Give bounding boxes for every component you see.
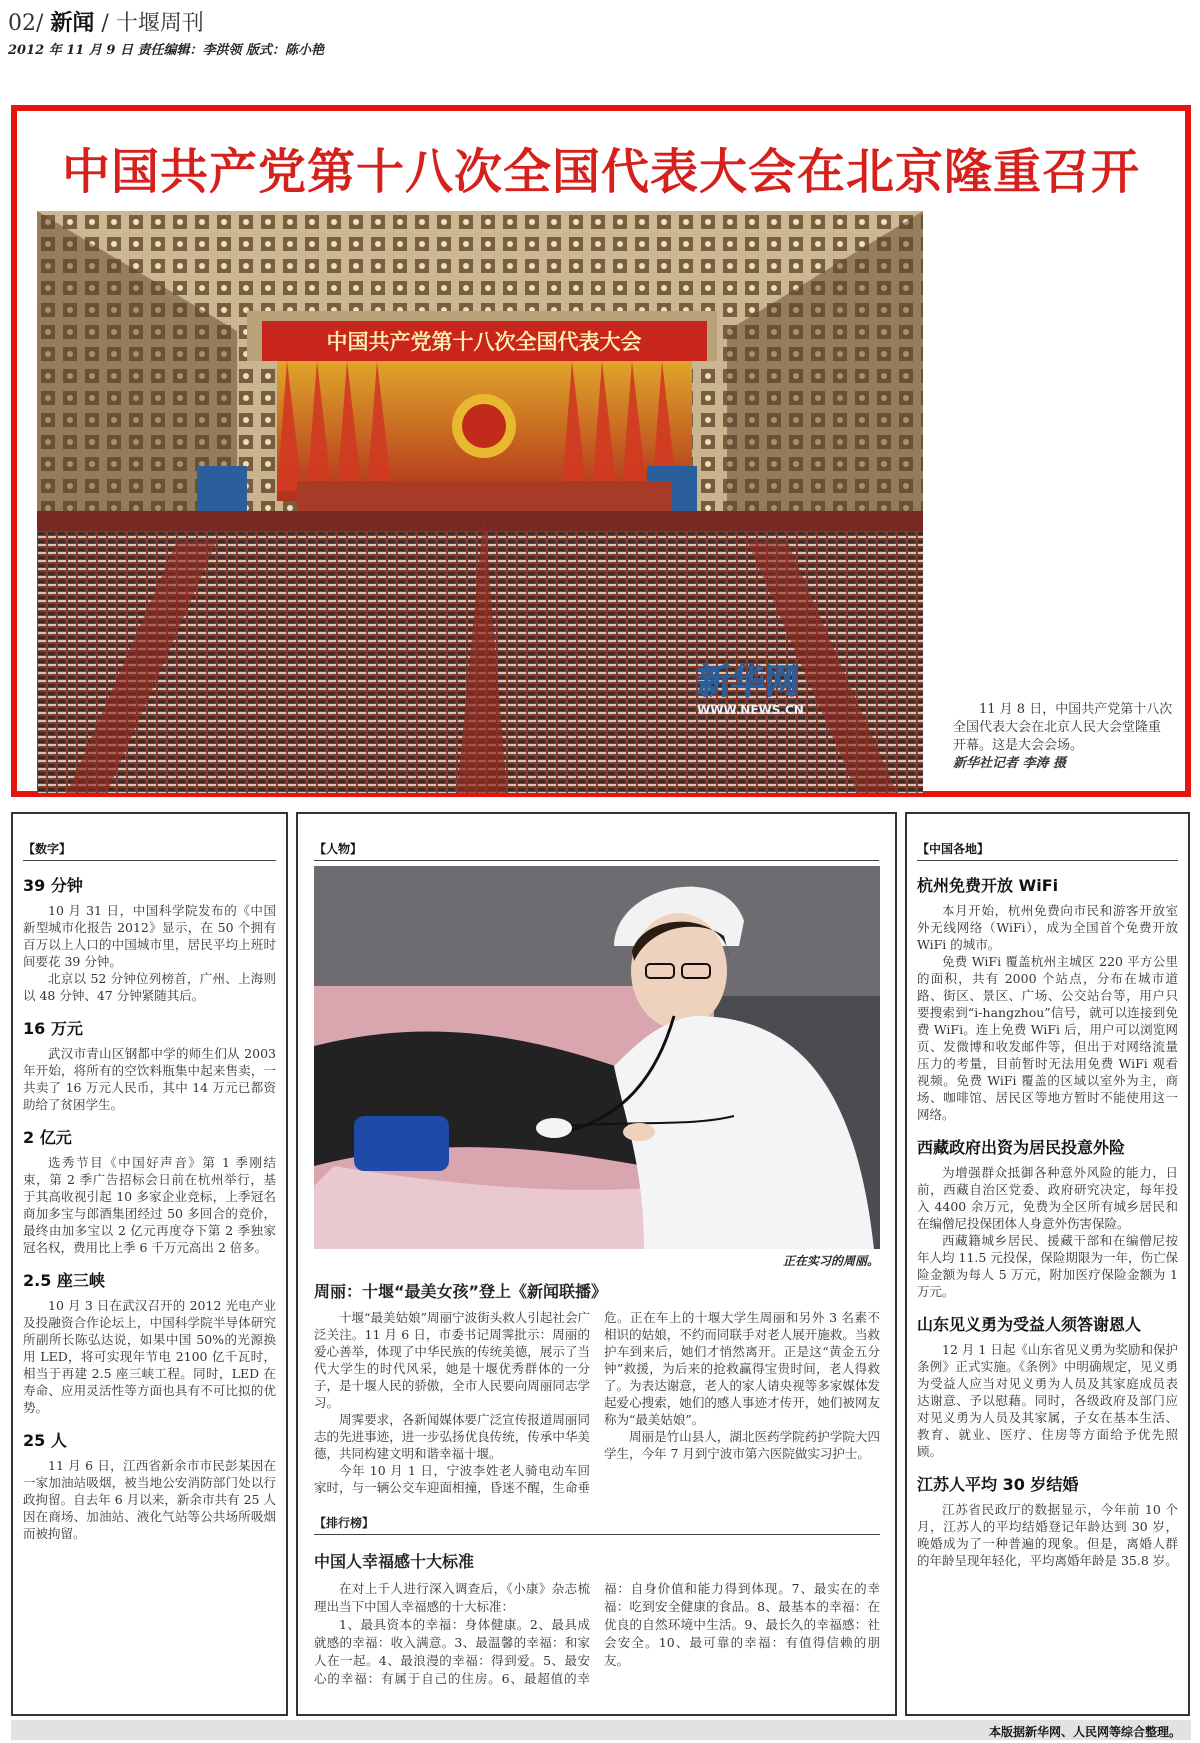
- region-paragraph: 为增强群众抵御各种意外风险的能力，日前，西藏自治区党委、政府研究决定，每年投入 4400 余万元，免费为全区所有城乡居民和在编僧尼投保团体人身意外伤害保险。: [917, 1165, 1178, 1231]
- region-paragraph: 江苏省民政厅的数据显示，今年前 10 个月，江苏人的平均结婚登记年龄达到 30 岁，晚婚成为了一种普遍的现象。但是，离婚人群的年龄呈现年轻化，平均离婚年龄是 35.8 岁。: [917, 1502, 1178, 1568]
- page-footer: 本版据新华网、人民网等综合整理。: [11, 1720, 1191, 1740]
- region-heading: 西藏政府出资为居民投意外险: [917, 1138, 1126, 1157]
- nurse-illustration: [314, 866, 880, 1249]
- paper-name: 十堰周刊: [115, 11, 204, 36]
- region-paragraph: 本月开始，杭州免费向市民和游客开放室外无线网络（WiFi），成为全国首个免费开放 WiFi 的城市。: [917, 903, 1178, 952]
- number-paragraph: 选秀节目《中国好声音》第 1 季刚结束，第 2 季广告招标会日前在杭州举行，基于其高收视引起 10 多家企业竞标，上季冠名商加多宝与郎酒集团经过 50 多回合的竞价，最终由加多宝以 2 亿元再度夺下第 2 季独家冠名权，费用比上季 6 千万元高出 2 倍多。: [23, 1155, 276, 1255]
- ranking-headline: 中国人幸福感十大标准: [314, 1552, 475, 1571]
- xinhua-logo-text: 新华网: [697, 662, 799, 702]
- section-name: 新闻: [50, 11, 95, 36]
- congress-hall-photo: [37, 211, 923, 793]
- ranking-tag: 【排行榜】: [314, 1514, 880, 1535]
- header-line: [8, 6, 1192, 37]
- number-heading: 2.5 座三峡: [23, 1271, 105, 1290]
- people-paragraph: 十堰“最美姑娘”周丽宁波街头救人引起社会广泛关注。11 月 6 日，市委书记周霁批示：周丽的爱心善举，体现了中华民族的传统美德，展示了当代大学生的时代风采，她是十堰优秀群体的一分子，是十堰人民的骄傲，全市人民要向周丽同志学习。: [314, 1310, 590, 1410]
- stage-banner-text: 中国共产党第十八次全国代表大会: [326, 330, 642, 354]
- people-paragraph: 周丽是竹山县人，湖北医药学院药护学院大四学生，今年 7 月到宁波市第六医院做实习护士。: [604, 1429, 880, 1461]
- ranking-paragraph: 1、最具资本的幸福：身体健康。2、最具成就感的幸福：收入满意。3、最温馨的幸福：和家人在一起。4、最浪漫的幸福：得到爱。5、最安心的幸福：有属于自己的住房。6、最超值的幸福：自身价值和能力得到体现。7、最实在的幸福：吃到安全健康的食品。8、最基本的幸福：在优良的自然环境中生活。9、最长久的幸福感：社会安全。10、最可靠的幸福：有值得信赖的朋友。: [314, 1581, 880, 1686]
- people-headline: 周丽：十堰“最美女孩”登上《新闻联播》: [314, 1282, 608, 1301]
- region-paragraph: 西藏籍城乡居民、援藏干部和在编僧尼按年人均 11.5 元投保，保险期限为一年，伤亡保险金额为每人 5 万元，附加医疗保险金额为 1 万元。: [917, 1233, 1178, 1299]
- region-heading: 杭州免费开放 WiFi: [917, 876, 1059, 895]
- number-heading: 16 万元: [23, 1019, 83, 1038]
- ranking-body: [314, 1580, 880, 1688]
- blood-pressure-cuff: [354, 1116, 449, 1171]
- number-paragraph: 北京以 52 分钟位列榜首，广州、上海则以 48 分钟、47 分钟紧随其后。: [23, 971, 276, 1003]
- nurse-photo: [314, 866, 880, 1249]
- number-paragraph: 10 月 31 日，中国科学院发布的《中国新型城市化报告 2012》显示，在 50 个拥有百万以上人口的中国城市里，居民平均上班时间要花 39 分钟。: [23, 903, 276, 969]
- ranking-section: [314, 1514, 880, 1688]
- lead-caption: [953, 701, 1173, 773]
- lead-headline: 中国共产党第十八次全国代表大会在北京隆重召开: [61, 144, 1140, 200]
- people-body: [314, 1309, 880, 1496]
- number-paragraph: 10 月 3 日在武汉召开的 2012 光电产业及投融资合作论坛上，中国科学院半导体研究所副所长陈弘达说，如果中国 50%的光源换用 LED，将可实现年节电 2100 亿千瓦时，相当于再建 2.5 座三峡工程。同时，LED 在寿命、应用灵活性等方面也具有不可比拟的优势。: [23, 1298, 276, 1415]
- regions-column: [905, 812, 1190, 1716]
- header-meta: 2012 年 11 月 9 日 责任编辑：李洪领 版式：陈小艳: [8, 43, 324, 58]
- people-tag: 【人物】: [314, 840, 879, 861]
- xinhua-watermark: [697, 662, 804, 717]
- numbers-column: [11, 812, 288, 1716]
- number-paragraph: 武汉市青山区钢都中学的师生们从 2003 年开始，将所有的空饮料瓶集中起来售卖，一共卖了 16 万元人民币，其中 14 万元已都资助给了贫困学生。: [23, 1046, 276, 1112]
- regions-tag: 【中国各地】: [917, 840, 1178, 861]
- region-heading: 山东见义勇为受益人须答谢恩人: [917, 1315, 1142, 1334]
- nurse-photo-caption: 正在实习的周丽。: [782, 1254, 879, 1268]
- region-paragraph: 免费 WiFi 覆盖杭州主城区 220 平方公里的面积，共有 2000 个站点，分布在城市道路、街区、景区、广场、公交站台等，用户只要搜索到“i-hangzhou”信号，就可以连接到免费 WiFi。连上免费 WiFi 后，用户可以浏览网页、发微博和收发邮件等，但出于对网络流量压力的考量，目前暂时无法用免费 WiFi 观看视频。免费 WiFi 覆盖的区域以室外为主，商场、咖啡馆、居民区等地方暂时不能使用这一网络。: [917, 954, 1178, 1122]
- xinhua-logo-url: WWW.NEWS.CN: [697, 703, 804, 717]
- people-paragraph: 周霁要求，各新闻媒体要广泛宣传报道周丽同志的先进事迹，进一步弘扬优良传统，传承中华美德，共同构建文明和谐幸福十堰。: [314, 1412, 590, 1461]
- number-heading: 39 分钟: [23, 876, 83, 895]
- number-paragraph: 11 月 6 日，江西省新余市市民彭某因在一家加油站吸烟，被当地公安消防部门处以行政拘留。自去年 6 月以来，新余市共有 25 人因在商场、加油站、液化气站等公共场所吸烟而被拘留。: [23, 1458, 276, 1541]
- number-heading: 25 人: [23, 1431, 67, 1450]
- congress-hall-illustration: [37, 211, 923, 793]
- people-column: [296, 812, 897, 1716]
- number-heading: 2 亿元: [23, 1128, 72, 1147]
- page-number: 02/: [8, 11, 44, 36]
- page-header: [8, 6, 1192, 58]
- ranking-paragraph: 在对上千人进行深入调查后，《小康》杂志梳理出当下中国人幸福感的十大标准：: [314, 1581, 590, 1614]
- lead-caption-text: 11 月 8 日，中国共产党第十八次全国代表大会在北京人民大会堂隆重开幕。这是大会会场。: [953, 702, 1173, 753]
- lead-story: [11, 105, 1191, 797]
- region-paragraph: 12 月 1 日起《山东省见义勇为奖励和保护条例》正式实施。《条例》中明确规定，见义勇为受益人应当对见义勇为人员及其家庭成员表达谢意、予以慰藉。同时，各级政府及部门应对见义勇为人员及其家属，子女在基本生活、教育、就业、医疗、住房等方面给予优先照顾。: [917, 1342, 1178, 1459]
- header-sep: /: [101, 11, 109, 36]
- numbers-tag: 【数字】: [23, 840, 276, 861]
- people-paragraph: 今年 10 月 1 日，宁波李姓老人骑电动车回家时，与一辆公交车迎面相撞，昏迷不醒，生命垂危。正在车上的十堰大学生周丽和另外 3 名素不相识的姑娘，不约而同联手对老人展开施救。当救护车到来后，她们才悄然离开。正是这“黄金五分钟”救援，为后来的抢救赢得宝贵时间，老人得救了。为表达谢意，老人的家人请央视等多家媒体发起爱心搜索，她们的感人事迹才传开，她们被网友称为“最美姑娘”。: [314, 1310, 880, 1495]
- region-heading: 江苏人平均 30 岁结婚: [917, 1475, 1079, 1494]
- lead-byline: 新华社记者 李涛 摄: [953, 756, 1067, 771]
